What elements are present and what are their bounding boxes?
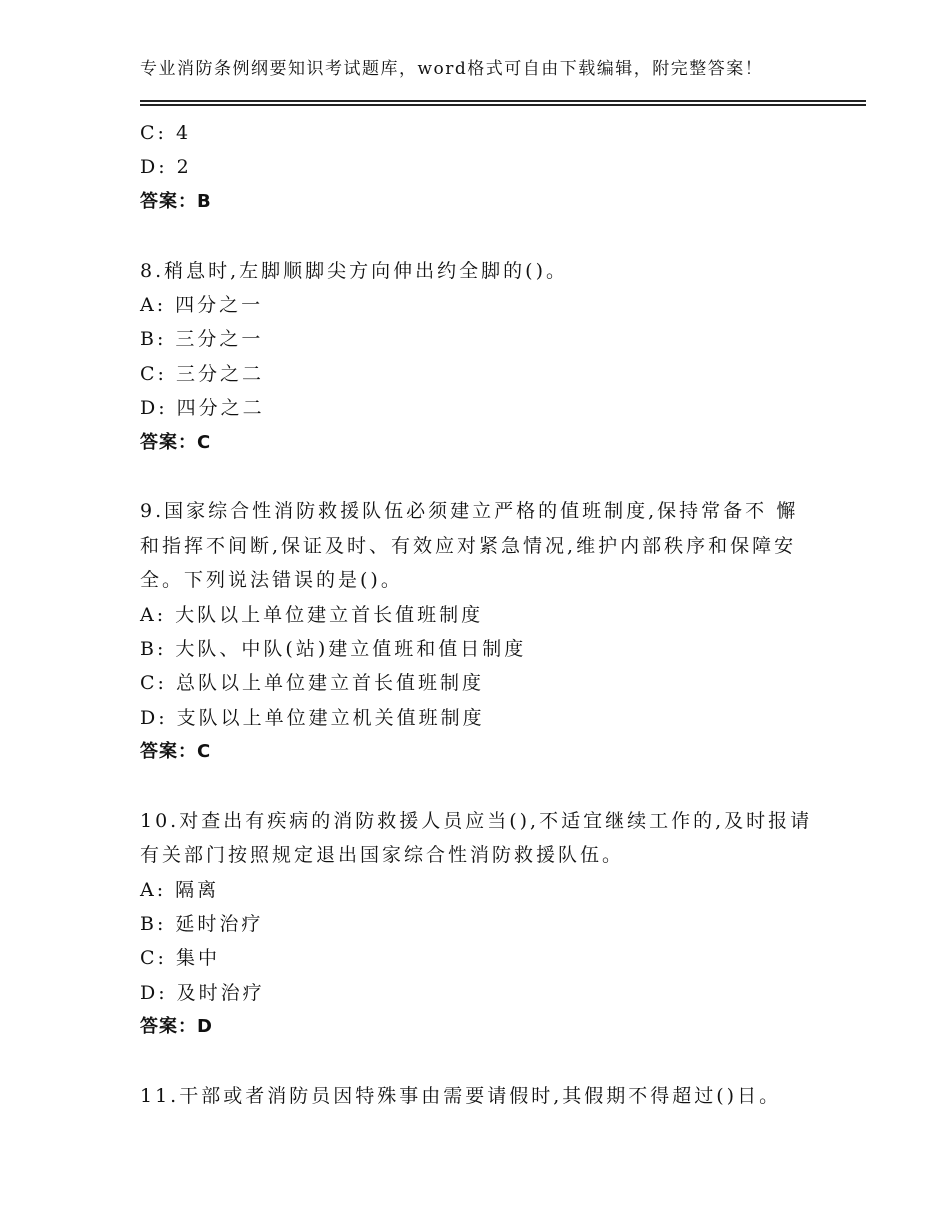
header-rule-top <box>140 100 866 102</box>
question-stem: 11.干部或者消防员因特殊事由需要请假时,其假期不得超过()日。 <box>140 1085 782 1108</box>
question-spacer <box>140 769 840 803</box>
option-line: A: 四分之一 <box>140 293 264 316</box>
question-spacer <box>140 219 840 253</box>
option-line: C: 4 <box>140 122 192 144</box>
option-line: D: 支队以上单位建立机关值班制度 <box>140 706 485 729</box>
header-rule-bottom <box>140 104 866 106</box>
question-list <box>140 116 840 1113</box>
page-header: 专业消防条例纲要知识考试题库，word格式可自由下载编辑，附完整答案！ <box>140 59 764 79</box>
option-line: B: 三分之一 <box>140 328 264 351</box>
answer-line: 答案：C <box>140 741 212 763</box>
question-stem: 10.对查出有疾病的消防救援人员应当(),不适宜继续工作的,及时报请有关部门按照规定退出国家综合性消防救援队伍。 <box>140 809 813 867</box>
option-line: C: 总队以上单位建立首长值班制度 <box>140 672 484 695</box>
question-spacer <box>140 1045 840 1079</box>
option-line: D: 四分之二 <box>140 397 265 420</box>
question-stem: 8.稍息时,左脚顺脚尖方向伸出约全脚的()。 <box>140 259 568 282</box>
option-line: B: 延时治疗 <box>140 913 264 936</box>
answer-line: 答案：B <box>140 190 212 212</box>
option-line: A: 隔离 <box>140 878 220 901</box>
answer-line: 答案：D <box>140 1016 213 1038</box>
option-line: D: 2 <box>140 156 192 179</box>
option-line: C: 集中 <box>140 947 220 970</box>
question-spacer <box>140 460 840 494</box>
option-line: C: 三分之二 <box>140 362 264 385</box>
answer-line: 答案：C <box>140 431 212 453</box>
option-line: D: 及时治疗 <box>140 981 265 1004</box>
option-line: A: 大队以上单位建立首长值班制度 <box>140 603 484 626</box>
option-line: B: 大队、中队(站)建立值班和值日制度 <box>140 637 527 660</box>
question-stem: 9.国家综合性消防救援队伍必须建立严格的值班制度,保持常备不 懈和指挥不间断,保证及时、有效应对紧急情况,维护内部秩序和保障安全。下列说法错误的是()。 <box>140 500 799 592</box>
